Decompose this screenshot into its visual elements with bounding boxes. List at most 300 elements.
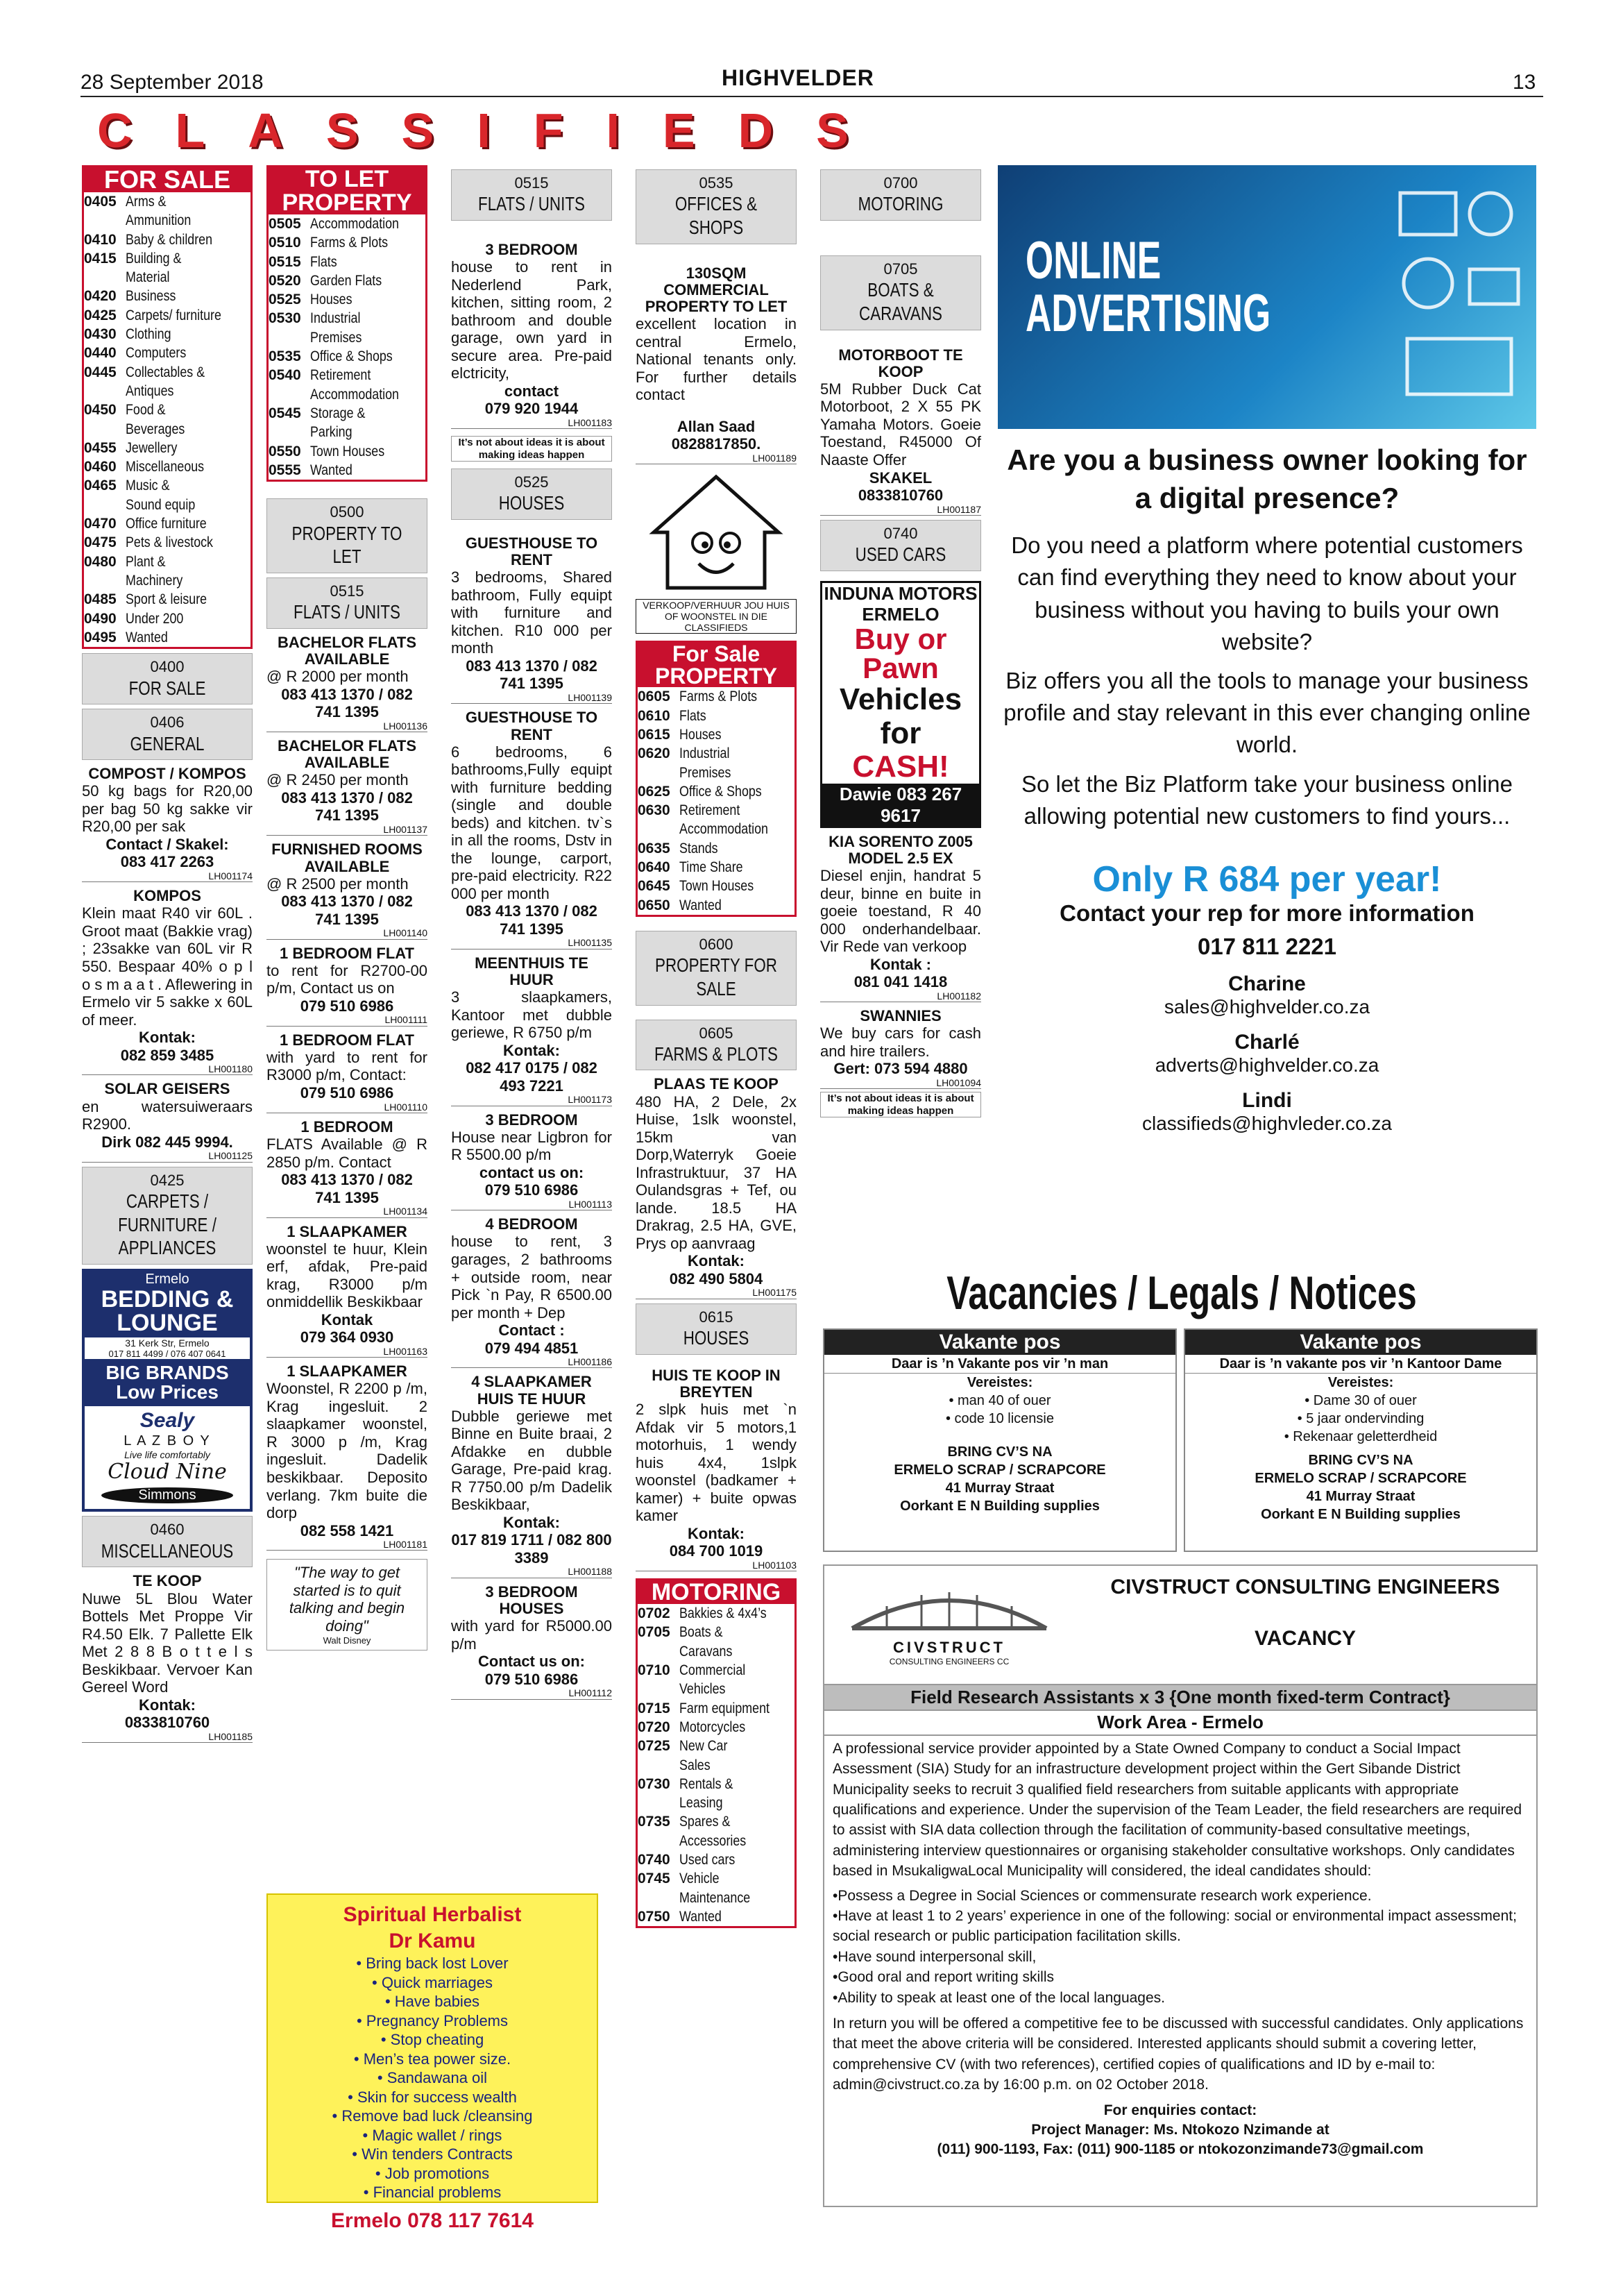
index-label: Rentals & bbox=[679, 1775, 733, 1792]
index-code: 0485 bbox=[84, 591, 117, 608]
rep-email[interactable]: adverts@highvelder.co.za bbox=[1155, 1054, 1379, 1076]
civstruct-vacancy: VACANCY bbox=[1254, 1627, 1357, 1650]
index-item bbox=[638, 1812, 794, 1831]
index-label: Machinery bbox=[126, 572, 183, 589]
ad-ref: LH001134 bbox=[266, 1206, 427, 1217]
index-label: Food & bbox=[126, 402, 166, 419]
civstruct-contacts: (011) 900-1193, Fax: (011) 900-1185 or ntokozonzimande73@gmail.com bbox=[937, 2141, 1424, 2158]
index-item bbox=[638, 877, 794, 895]
ad-phone: 079 510 6986 bbox=[484, 1181, 579, 1199]
issue-date: 28 September 2018 bbox=[80, 71, 264, 94]
index-code: 0505 bbox=[269, 216, 301, 232]
index-label: Farms & Plots bbox=[679, 689, 758, 705]
vacancy-sub: Daar is ’n Vakante pos vir ’n man bbox=[824, 1355, 1175, 1374]
lazboy-logo: L A Z B O Y bbox=[124, 1433, 211, 1449]
index-code: 0555 bbox=[269, 462, 301, 478]
vacancy-item: • Rekenaar geletterdheid bbox=[1284, 1429, 1438, 1444]
ad-breyten bbox=[636, 1367, 797, 1571]
index-label: Used cars bbox=[679, 1851, 736, 1868]
section-code: 0500 bbox=[330, 503, 364, 521]
section-0535 bbox=[636, 169, 797, 244]
index-label: Farms & Plots bbox=[310, 235, 389, 251]
vacancy-item: • man 40 of ouer bbox=[949, 1393, 1051, 1408]
ad-ref: LH001125 bbox=[82, 1151, 253, 1162]
ad-ref: LH001180 bbox=[82, 1064, 253, 1075]
ad-phone: 079 510 6986 bbox=[300, 997, 394, 1015]
for-sale-title: FOR SALE bbox=[84, 167, 250, 192]
ad-ref: LH001182 bbox=[820, 991, 981, 1002]
index-item bbox=[638, 687, 794, 706]
header-rule bbox=[80, 96, 1543, 97]
index-label: Material bbox=[126, 269, 170, 286]
bed-town: Ermelo bbox=[145, 1271, 189, 1287]
section-code: 0460 bbox=[150, 1521, 185, 1539]
online-p2: Biz offers you all the tools to manage your business profile and stay relevant in this ever changing online world. bbox=[1003, 667, 1531, 758]
rep-email[interactable]: classifieds@highvleder.co.za bbox=[1142, 1112, 1392, 1134]
civstruct-req-item: •Good oral and report writing skills bbox=[833, 1969, 1054, 1986]
index-item bbox=[638, 1869, 794, 1888]
section-name: MISCELLANEOUS bbox=[101, 1539, 234, 1562]
vacancy-street: 41 Murray Straat bbox=[1306, 1489, 1416, 1504]
index-item bbox=[84, 609, 250, 628]
ad-body: We buy cars for cash and hire trailers. bbox=[820, 1024, 981, 1060]
herbalist-name: Dr Kamu bbox=[389, 1929, 476, 1952]
ad-phone: 083 413 1370 / 082 741 1395 bbox=[281, 1171, 413, 1206]
index-label: Vehicle bbox=[679, 1871, 720, 1887]
vacancy-box-1 bbox=[823, 1328, 1177, 1552]
ad-phone: 083 413 1370 / 082 741 1395 bbox=[281, 788, 413, 825]
index-code: 0715 bbox=[638, 1700, 670, 1716]
section-name: BOATS & CARAVANS bbox=[859, 279, 942, 324]
index-label: Business bbox=[126, 288, 176, 305]
index-label: Premises bbox=[310, 329, 362, 346]
induna-buy: Buy or bbox=[854, 623, 947, 656]
ad-ref: LH001181 bbox=[266, 1539, 427, 1551]
house-icon bbox=[647, 470, 785, 595]
index-code: 0640 bbox=[638, 859, 670, 876]
index-label: Motorcycles bbox=[679, 1719, 746, 1735]
rep-email[interactable]: sales@highvelder.co.za bbox=[1164, 995, 1370, 1018]
section-code: 0605 bbox=[699, 1024, 733, 1042]
section-code: 0535 bbox=[699, 174, 733, 192]
page-number: 13 bbox=[1513, 71, 1536, 94]
index-item bbox=[84, 382, 250, 400]
index-item bbox=[638, 1850, 794, 1869]
index-code: 0702 bbox=[638, 1605, 670, 1622]
index-code: 0615 bbox=[638, 726, 670, 743]
classifieds-banner: CLASSIFIEDS bbox=[97, 103, 892, 158]
section-code: 0740 bbox=[883, 524, 918, 542]
section-code: 0700 bbox=[883, 174, 918, 192]
ad-heading: FURNISHED ROOMS AVAILABLE bbox=[271, 841, 423, 875]
index-code: 0545 bbox=[269, 405, 301, 421]
ideas-note: It’s not about ideas it is about making ideas happen bbox=[820, 1092, 981, 1117]
online-contact: Contact your rep for more information bbox=[1060, 900, 1475, 926]
ad-body: House near Ligbron for R 5500.00 p/m bbox=[451, 1128, 612, 1164]
ad-body: FLATS Available @ R 2850 p/m. Contact bbox=[266, 1136, 427, 1171]
sealy-logo: Sealy bbox=[139, 1409, 195, 1433]
classified-ad bbox=[451, 1374, 612, 1578]
section-code: 0705 bbox=[883, 260, 918, 278]
civstruct-apply: In return you will be offered a competitive fee to be discussed with successful candidates. Only applications that meet the above criteria will be considered. Interested applicants should submit a covering letter, comprehensive CV (with two references), certified copies of qualifications and ID by e-mail to: admin@civstruct.co.za by 16:00 p.m. on 02 October 2018. bbox=[833, 2015, 1524, 2093]
index-label: Office & Shops bbox=[310, 348, 393, 365]
bridge-icon bbox=[845, 1580, 1053, 1635]
index-item bbox=[84, 628, 250, 647]
index-code: 0480 bbox=[84, 553, 117, 570]
ad-te-koop bbox=[82, 1573, 253, 1743]
ad-phone: 084 700 1019 bbox=[669, 1542, 763, 1560]
herbalist-item: • Magic wallet / rings bbox=[362, 2126, 502, 2144]
index-code: 0645 bbox=[638, 878, 670, 895]
section-name: FURNITURE / bbox=[118, 1213, 216, 1235]
section-name: HOUSES bbox=[498, 492, 565, 514]
ad-phone: 079 494 4851 bbox=[484, 1339, 579, 1357]
index-label: Houses bbox=[310, 292, 352, 308]
index-item bbox=[269, 253, 425, 271]
index-label: Commercial bbox=[679, 1662, 746, 1679]
index-label: Vehicles bbox=[679, 1681, 726, 1698]
ad-phone: 0833810760 bbox=[858, 487, 944, 505]
ad-body: 3 slaapkamers, Kantoor met dubble geriewe, R 6750 p/m bbox=[451, 988, 612, 1042]
index-item bbox=[638, 896, 794, 915]
classified-ad bbox=[451, 535, 612, 704]
ad-ref: LH001110 bbox=[266, 1102, 427, 1113]
vacancy-company: ERMELO SCRAP / SCRAPCORE bbox=[894, 1462, 1106, 1478]
ad-body: en watersuiweraars R2900. bbox=[82, 1097, 253, 1133]
ad-heading: KIA SORENTO Z005 MODEL 2.5 EX bbox=[829, 832, 973, 867]
index-label: Office & Shops bbox=[679, 783, 762, 800]
vacancy-bring: BRING CV’S NA bbox=[1308, 1453, 1413, 1468]
index-code: 0740 bbox=[638, 1851, 670, 1868]
index-code: 0405 bbox=[84, 194, 117, 210]
section-0705 bbox=[820, 255, 981, 330]
index-label: Beverages bbox=[126, 421, 185, 437]
section-code: 0525 bbox=[514, 473, 549, 491]
index-item bbox=[638, 782, 794, 801]
ad-heading: PLAAS TE KOOP bbox=[654, 1075, 779, 1093]
index-code: 0455 bbox=[84, 439, 117, 456]
ad-phone: 017 819 1711 / 082 800 3389 bbox=[451, 1531, 612, 1567]
index-code bbox=[638, 820, 679, 838]
herbalist-title: Spiritual Herbalist bbox=[343, 1903, 522, 1926]
induna-pawn: Pawn bbox=[863, 652, 939, 685]
section-0615 bbox=[636, 1303, 797, 1355]
ad-ref: LH001185 bbox=[82, 1732, 253, 1743]
motoring-title: MOTORING bbox=[638, 1580, 794, 1604]
section-name: HOUSES bbox=[683, 1327, 749, 1349]
ad-heading: BACHELOR FLATS AVAILABLE bbox=[277, 737, 417, 772]
index-code bbox=[84, 382, 126, 400]
civstruct-logo bbox=[824, 1566, 1074, 1684]
classified-ad bbox=[451, 1216, 612, 1368]
index-code: 0605 bbox=[638, 689, 670, 705]
index-item bbox=[269, 385, 425, 404]
ad-contact: Contact : bbox=[498, 1322, 565, 1340]
index-item bbox=[84, 306, 250, 325]
to-let-title: TO LET PROPERTY bbox=[269, 167, 425, 214]
vacancy-street: 41 Murray Straat bbox=[945, 1480, 1055, 1496]
index-code: 0650 bbox=[638, 897, 670, 913]
simmons-logo: Simmons bbox=[101, 1487, 233, 1503]
index-item bbox=[638, 1832, 794, 1850]
index-label: Sales bbox=[679, 1757, 711, 1773]
index-code: 0705 bbox=[638, 1624, 670, 1641]
index-item bbox=[84, 590, 250, 609]
index-label: Spares & bbox=[679, 1814, 731, 1830]
index-code: 0425 bbox=[84, 307, 117, 323]
section-0605 bbox=[636, 1020, 797, 1071]
index-item bbox=[84, 552, 250, 571]
index-code: 0725 bbox=[638, 1738, 670, 1755]
index-item bbox=[269, 347, 425, 366]
ad-heading: TE KOOP bbox=[133, 1572, 202, 1590]
induna-town: ERMELO bbox=[862, 604, 940, 625]
section-code: 0406 bbox=[150, 714, 185, 732]
column-5 bbox=[820, 165, 981, 1117]
index-code: 0635 bbox=[638, 840, 670, 856]
index-label: Baby & children bbox=[126, 231, 213, 248]
vacancy-item: • 5 jaar ondervinding bbox=[1297, 1411, 1425, 1426]
index-item bbox=[638, 1907, 794, 1926]
index-item bbox=[638, 1793, 794, 1812]
index-code: 0630 bbox=[638, 802, 670, 819]
section-name: MOTORING bbox=[858, 193, 944, 215]
index-code: 0415 bbox=[84, 250, 117, 267]
index-code: 0720 bbox=[638, 1719, 670, 1735]
herbalist-item: • Men’s tea power size. bbox=[353, 2050, 511, 2068]
quote-box bbox=[266, 1559, 427, 1650]
index-code: 0495 bbox=[84, 629, 117, 645]
ad-ref: LH001094 bbox=[820, 1078, 981, 1089]
online-p1: Do you need a platform where potential customers can find everything they need to know about your business without you having to buils your own website? bbox=[1011, 532, 1523, 655]
ad-heading: KOMPOS bbox=[133, 887, 201, 905]
induna-phone: Dawie 083 267 9617 bbox=[822, 784, 979, 825]
ad-motorboot bbox=[820, 347, 981, 516]
ad-ref: LH001136 bbox=[266, 721, 427, 732]
section-0515b bbox=[451, 169, 612, 221]
index-item bbox=[84, 192, 250, 211]
index-label: Caravans bbox=[679, 1643, 733, 1660]
section-name: SALE bbox=[696, 977, 736, 999]
ad-body: with yard to rent for R3000 p/m, Contact: bbox=[266, 1048, 427, 1084]
vacancy-sub: Daar is ’n vakante pos vir ’n Kantoor Dame bbox=[1185, 1355, 1536, 1374]
online-price: Only R 684 per year! bbox=[1092, 859, 1442, 900]
ad-body: house to rent in Nederlend Park, kitchen, sitting room, 2 bathroom and double garage, own yard in secure area. Pre-paid elctricity, bbox=[451, 258, 612, 382]
index-item bbox=[84, 230, 250, 249]
ad-body: 480 HA, 2 Dele, 2x Huise, 1slk woonstel, 15km van Dorp,Waterryk Goeie Infrastruktuur, 37 HA Oulandsgras + Tef, ou lande. 18.5 HA Drakrag, 2.5 HA, GVE, Prys op aanvraag bbox=[636, 1092, 797, 1252]
section-name: FOR SALE bbox=[128, 677, 206, 699]
ad-contact: SKAKEL bbox=[869, 469, 933, 487]
ad-heading: 1 SLAAPKAMER bbox=[287, 1222, 407, 1240]
classified-ad bbox=[266, 634, 427, 732]
classified-ad bbox=[266, 1363, 427, 1551]
index-code: 0420 bbox=[84, 288, 117, 305]
civstruct-sub: CONSULTING ENGINEERS CC bbox=[889, 1657, 1010, 1666]
index-label: Carpets/ furniture bbox=[126, 307, 221, 323]
ad-phone: 082 490 5804 bbox=[669, 1269, 763, 1288]
index-item bbox=[269, 404, 425, 423]
index-code bbox=[84, 268, 126, 287]
ad-solar bbox=[82, 1081, 253, 1162]
vacancy-title: Vakante pos bbox=[824, 1330, 1175, 1355]
ad-body: house to rent, 3 garages, 2 bathrooms + outside room, near Pick `n Pay, R 6500.00 per month + Dep bbox=[451, 1233, 612, 1322]
civstruct-pm: Project Manager: Ms. Ntokozo Nzimande at bbox=[1031, 2121, 1329, 2138]
index-item bbox=[638, 820, 794, 838]
ad-ref: LH001186 bbox=[451, 1357, 612, 1368]
ad-phone: Gert: 073 594 4880 bbox=[833, 1060, 968, 1078]
index-item bbox=[84, 457, 250, 476]
herbalist-item: • Bring back lost Lover bbox=[356, 1955, 509, 1972]
index-code: 0730 bbox=[638, 1775, 670, 1792]
index-label: Collectables & bbox=[126, 364, 205, 380]
ad-heading: 130SQM COMMERCIAL PROPERTY TO LET bbox=[645, 264, 788, 315]
column-3 bbox=[451, 165, 612, 1703]
index-label: Time Share bbox=[679, 859, 743, 876]
index-item bbox=[638, 1699, 794, 1718]
col2-ads bbox=[266, 634, 427, 1551]
online-question: Are you a business owner looking for a digital presence? bbox=[1007, 444, 1527, 514]
ad-heading: GUESTHOUSE TO RENT bbox=[465, 534, 598, 569]
index-label: Miscellaneous bbox=[126, 459, 205, 475]
ad-contact: Kontak: bbox=[139, 1696, 196, 1714]
ad-contact: Contact us on: bbox=[478, 1653, 585, 1671]
index-item bbox=[84, 571, 250, 590]
ad-heading: 4 BEDROOM bbox=[485, 1215, 578, 1233]
vacancy-req: Vereistes: bbox=[967, 1375, 1033, 1390]
ad-contact: Kontak: bbox=[688, 1252, 745, 1270]
rep-list bbox=[998, 972, 1536, 1135]
classified-ad bbox=[266, 738, 427, 836]
index-label: Sound equip bbox=[126, 496, 196, 513]
index-label: Antiques bbox=[126, 382, 174, 399]
classified-ad bbox=[266, 1032, 427, 1113]
ad-contact: Kontak bbox=[321, 1310, 373, 1328]
ad-swannies bbox=[820, 1008, 981, 1089]
index-item bbox=[84, 420, 250, 439]
bedding-lounge-ad bbox=[82, 1269, 253, 1512]
classified-ad bbox=[451, 1584, 612, 1700]
ad-phone: 081 041 1418 bbox=[853, 973, 948, 991]
digital-icons bbox=[1386, 186, 1525, 408]
classified-ad bbox=[266, 841, 427, 939]
ad-ref: LH001174 bbox=[82, 871, 253, 882]
index-code: 0475 bbox=[84, 534, 117, 551]
classified-ad bbox=[266, 945, 427, 1027]
section-name: PROPERTY TO LET bbox=[291, 522, 402, 568]
civstruct-area: Work Area - Ermelo bbox=[1097, 1712, 1264, 1733]
index-item bbox=[84, 400, 250, 419]
ad-phone: 083 413 1370 / 082 741 1395 bbox=[466, 902, 597, 938]
index-label: Jewellery bbox=[126, 439, 178, 456]
index-item bbox=[269, 366, 425, 385]
index-item bbox=[269, 423, 425, 441]
section-code: 0600 bbox=[699, 935, 733, 953]
ad-heading: 3 BEDROOM HOUSES bbox=[485, 1582, 578, 1618]
ad-contact: Kontak : bbox=[870, 955, 931, 973]
index-label: Boats & bbox=[679, 1624, 723, 1641]
ad-phone: 083 413 1370 / 082 741 1395 bbox=[281, 893, 413, 928]
index-label: Industrial bbox=[679, 745, 730, 762]
index-label: Town Houses bbox=[310, 443, 385, 459]
ad-phone: 082 417 0175 / 082 493 7221 bbox=[466, 1059, 597, 1095]
index-item bbox=[269, 442, 425, 461]
bed-title2: LOUNGE bbox=[117, 1309, 218, 1336]
ad-contact: Kontak: bbox=[688, 1524, 745, 1542]
ad-phone: 079 510 6986 bbox=[300, 1084, 394, 1101]
index-item bbox=[84, 533, 250, 552]
index-item bbox=[269, 461, 425, 480]
civstruct-req-item: •Possess a Degree in Social Sciences or commensurate research work experience. bbox=[833, 1887, 1372, 1904]
classified-ad bbox=[266, 1119, 427, 1218]
classified-ad bbox=[451, 955, 612, 1106]
civstruct-enq: For enquiries contact: bbox=[1103, 2102, 1257, 2118]
ad-heading: 1 SLAAPKAMER bbox=[287, 1362, 407, 1381]
index-item bbox=[84, 325, 250, 344]
index-item bbox=[638, 839, 794, 858]
ad-ref: LH001173 bbox=[451, 1095, 612, 1106]
ad-contact: Allan Saad bbox=[677, 417, 756, 435]
index-item bbox=[84, 496, 250, 514]
index-code bbox=[269, 423, 310, 441]
column-4 bbox=[636, 165, 797, 1928]
index-label: Parking bbox=[310, 424, 352, 441]
section-0600 bbox=[636, 931, 797, 1006]
herbalist-item: • Sandawana oil bbox=[377, 2069, 488, 2086]
induna-name: INDUNA MOTORS bbox=[822, 583, 979, 604]
ad-body: @ R 2500 per month bbox=[266, 875, 409, 893]
ad-body: 2 slpk huis met `n Afdak vir 5 motors,1 motorhuis, 1 wendy huis 4x4, 1slpk woonstel (badkamer + kamer) + buite opwas kamer bbox=[636, 1401, 797, 1525]
index-code: 0750 bbox=[638, 1908, 670, 1925]
section-0400 bbox=[82, 653, 253, 704]
ad-heading: 4 SLAAPKAMER HUIS TE HUUR bbox=[471, 1373, 592, 1408]
index-label: Stands bbox=[679, 840, 718, 856]
index-label: Building & bbox=[126, 250, 182, 267]
index-item bbox=[269, 309, 425, 328]
civstruct-intro: A professional service provider appointed by a State Owned Company to conduct a Social Impact Assessment (SIA) Study for an infrastructure development project within the Gert Sibande District Municipality seeks to recruit 3 qualified field researchers from suitable applicants with appropriate qualifications and experience. Under the supervision of the Team Leader, the field researchers are required to assist with SIA data collection through the facilitation of community-based consultative meetings, administering interview questionnaires or organising stakeholder consultative workshops. Only candidates based in MsukaligwaLocal Municipality will considered, the ideal candidates should: bbox=[824, 1734, 1536, 1882]
ad-ref: LH001140 bbox=[266, 928, 427, 939]
quote-text: "The way to get started is to quit talking and begin doing" bbox=[289, 1564, 405, 1635]
ad-phone: 079 920 1944 bbox=[484, 400, 579, 418]
index-code bbox=[638, 1832, 679, 1850]
herbalist-item: • Pregnancy Problems bbox=[356, 2011, 509, 2029]
vacancy-req: Vereistes: bbox=[1327, 1375, 1394, 1390]
fsp-list bbox=[638, 687, 794, 915]
herbalist-item: • Win tenders Contracts bbox=[352, 2145, 513, 2163]
ad-ref: LH001183 bbox=[451, 418, 612, 429]
to-let-index bbox=[266, 165, 427, 482]
index-label: Accommodation bbox=[679, 821, 768, 838]
index-label: Ammunition bbox=[126, 212, 192, 229]
ad-ref: LH001111 bbox=[266, 1015, 427, 1026]
index-label: Farm equipment bbox=[679, 1700, 770, 1716]
ad-body: 3 bedrooms, Shared bathroom, Fully equipt with furniture and kitchen. R10 000 per month bbox=[451, 568, 612, 657]
rep-name: Charlé bbox=[1234, 1030, 1300, 1054]
section-0425 bbox=[82, 1167, 253, 1265]
index-item bbox=[638, 1680, 794, 1698]
induna-vehicles: Vehicles bbox=[839, 682, 962, 717]
index-code: 0530 bbox=[269, 310, 301, 327]
index-label: Leasing bbox=[679, 1795, 723, 1812]
ad-body: 5M Rubber Duck Cat Motorboot, 2 X 55 PK Yamaha Motors. Goeie Toestand, R45000 Of Naaste Offer bbox=[820, 380, 981, 469]
classified-ad bbox=[266, 1224, 427, 1358]
index-item bbox=[84, 249, 250, 268]
section-0406 bbox=[82, 709, 253, 760]
index-item bbox=[638, 1889, 794, 1907]
vacancies-heading: Vacancies / Legals / Notices bbox=[946, 1267, 1417, 1319]
index-label: Flats bbox=[679, 707, 706, 724]
index-item bbox=[84, 439, 250, 457]
section-name: FLATS / UNITS bbox=[294, 601, 400, 623]
